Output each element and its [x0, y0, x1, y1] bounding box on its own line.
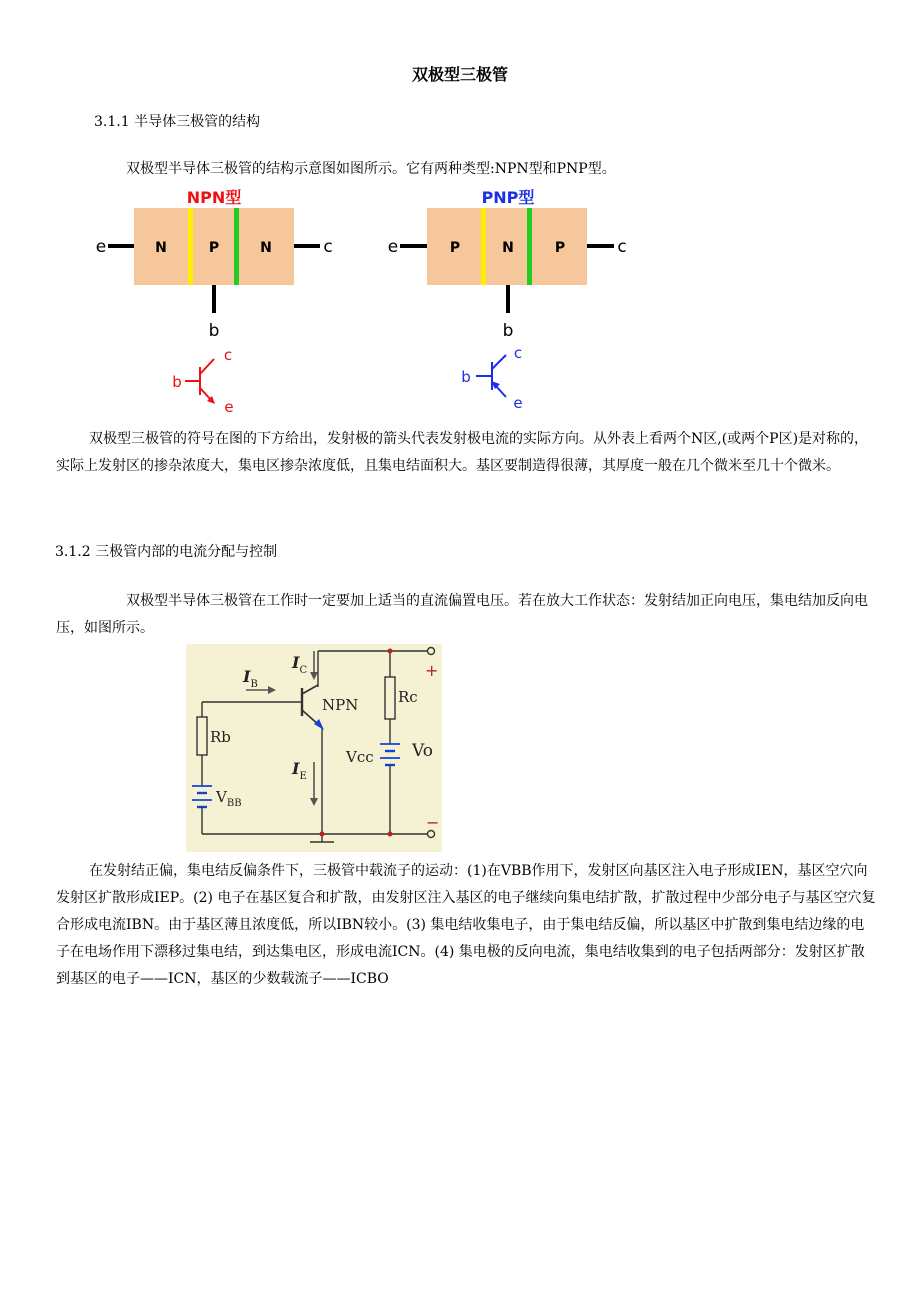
vbb-label: $V_{BB}$ [216, 788, 242, 809]
section-heading-structure: 3.1.1 半导体三极管的结构 [94, 114, 261, 130]
minus-sign: − [426, 813, 440, 832]
npn-structure [96, 188, 333, 415]
pnp-symbol-c: c [513, 344, 523, 362]
npn-label: NPN型 [186, 188, 242, 207]
pnp-emitter-junction [481, 208, 486, 285]
npn-b-label: b [208, 321, 220, 341]
carrier-motion-description: 在发射结正偏，集电结反偏条件下，三极管中载流子的运动：(1)在VBB作用下，发射区向基区注入电子形成IEN，基区空穴向发射区扩散形成IEP。(2) 电子在基区复合和扩散，由发射区注入基区的电子继续向集电结扩散，扩散过程中少部分电子与基区空穴复合形成电流IBN。由于基区薄且浓度低，所以IBN较小。(3) 集电结收集电子，由于集电结反偏，所以基区中扩散到集电结边缘的电子在电场作用下漂移过集电结，到达集电区，形成电流ICN。(4) 集电极的反向电流，集电结收集到的电子包括两部分：发射区扩散到基区的电子——ICN，基区的少数载流子——ICBO [56, 863, 876, 987]
output-terminal-top [428, 648, 435, 655]
npn-region-2: P [208, 240, 220, 256]
npn-symbol-b: b [172, 373, 182, 391]
pnp-symbol [476, 355, 506, 397]
pnp-c-label: c [617, 237, 627, 257]
node-dot [388, 649, 393, 654]
npn-region-3: N [260, 240, 272, 256]
structure-description: 双极型三极管的符号在图的下方给出，发射极的箭头代表发射极电流的实际方向。从外表上看两个N区,(或两个P区)是对称的，实际上发射区的掺杂浓度大，集电区掺杂浓度低，且集电结面积大。基区要制造得很薄，其厚度一般在几个微米至几十个微米。 [56, 431, 869, 474]
npn-text: NPN [322, 696, 359, 714]
ie-label: $I_E$ [292, 759, 307, 782]
npn-e-label: e [95, 237, 107, 257]
structure-intro: 双极型半导体三极管的结构示意图如图所示。它有两种类型:NPN型和PNP型。 [126, 161, 616, 177]
bias-circuit-figure [186, 644, 442, 852]
pnp-collector-junction [527, 208, 532, 285]
resistor-rb [197, 717, 207, 755]
npn-region-1: N [155, 240, 167, 256]
section-heading-current: 3.1.2 三极管内部的电流分配与控制 [55, 544, 278, 560]
pnp-region-1: P [449, 240, 461, 256]
transistor-structure-figure [88, 183, 628, 415]
npn-emitter-junction [188, 208, 193, 285]
page-title: 双极型三极管 [411, 65, 508, 84]
node-dot [388, 832, 393, 837]
pnp-e-label: e [387, 237, 399, 257]
plus-sign: + [425, 661, 439, 680]
ib-label: $I_B$ [243, 667, 258, 690]
rb-label: Rb [210, 728, 231, 746]
pnp-region-2: N [502, 240, 514, 256]
rc-label: Rc [398, 688, 418, 706]
resistor-rc [385, 677, 395, 719]
node-dot [320, 832, 325, 837]
npn-symbol-c: c [223, 346, 233, 364]
ic-label: $I_C$ [292, 653, 308, 676]
pnp-structure [388, 188, 627, 412]
current-intro: 双极型半导体三极管在工作时一定要加上适当的直流偏置电压。若在放大工作状态：发射结加正向电压，集电结加反向电压，如图所示。 [56, 593, 868, 636]
pnp-b-label: b [502, 321, 514, 341]
pnp-region-3: P [554, 240, 566, 256]
vcc-label: Vcc [346, 748, 374, 766]
npn-collector-junction [234, 208, 239, 285]
vo-label: Vo [412, 741, 433, 761]
npn-symbol-e: e [224, 398, 234, 415]
npn-c-label: c [323, 237, 333, 257]
npn-symbol [185, 359, 215, 404]
pnp-label: PNP型 [481, 188, 535, 207]
pnp-symbol-e: e [513, 394, 523, 412]
pnp-symbol-b: b [461, 368, 471, 386]
emitter-arrow [314, 719, 324, 730]
